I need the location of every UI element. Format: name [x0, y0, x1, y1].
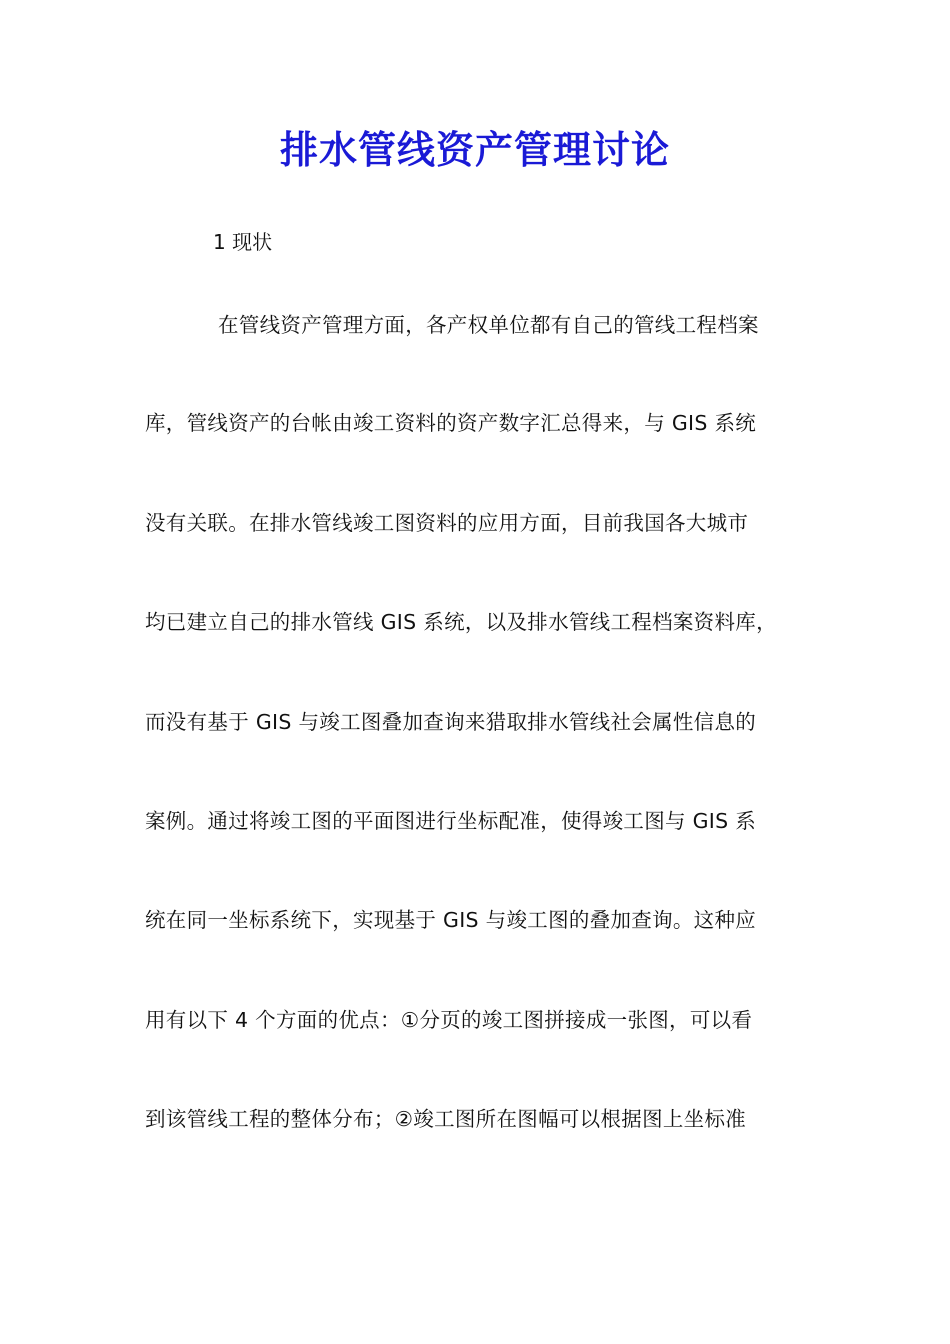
- paragraph-line: 均已建立自己的排水管线 GIS 系统，以及排水管线工程档案资料库，: [145, 610, 777, 634]
- paragraph-line: 用有以下 4 个方面的优点：①分页的竣工图拼接成一张图，可以看: [145, 1008, 753, 1032]
- paragraph-line: 到该管线工程的整体分布；②竣工图所在图幅可以根据图上坐标准: [145, 1107, 747, 1131]
- paragraph-line: 没有关联。在排水管线竣工图资料的应用方面，目前我国各大城市: [145, 511, 749, 535]
- paragraph-line: 而没有基于 GIS 与竣工图叠加查询来猎取排水管线社会属性信息的: [145, 710, 757, 734]
- paragraph-line: 库，管线资产的台帐由竣工资料的资产数字汇总得来，与 GIS 系统: [145, 411, 757, 435]
- paragraph-line: 在管线资产管理方面，各产权单位都有自己的管线工程档案: [218, 313, 759, 337]
- paragraph-line: 统在同一坐标系统下，实现基于 GIS 与竣工图的叠加查询。这种应: [145, 908, 757, 932]
- paragraph-line: 案例。通过将竣工图的平面图进行坐标配准，使得竣工图与 GIS 系: [145, 809, 757, 833]
- section-heading: 1 现状: [213, 230, 273, 254]
- document-title: 排水管线资产管理讨论: [279, 127, 670, 172]
